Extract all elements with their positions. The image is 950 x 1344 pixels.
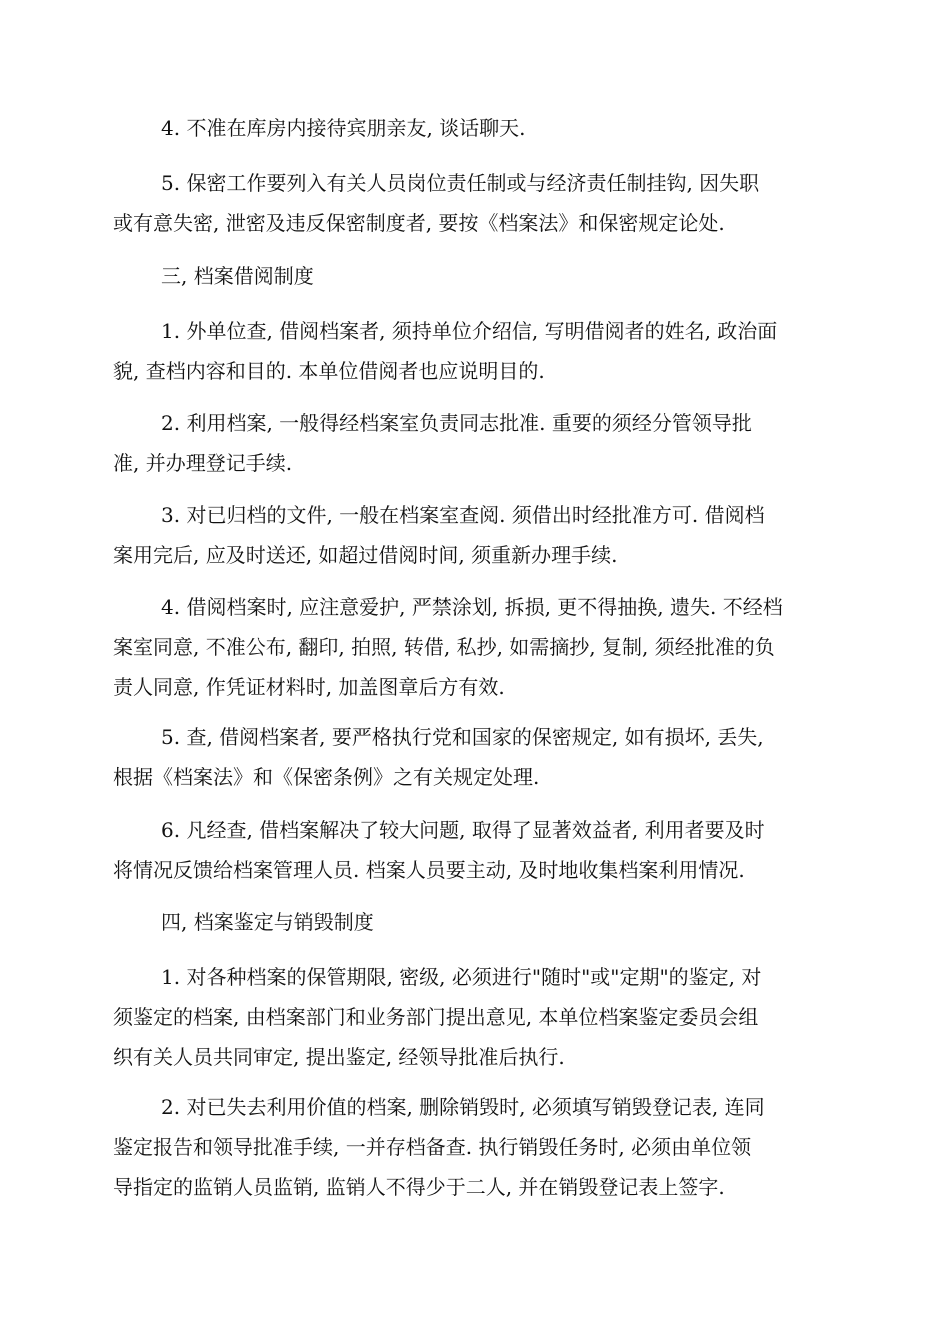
paragraph-line: 须鉴定的档案, 由档案部门和业务部门提出意见, 本单位档案鉴定委员会组 xyxy=(113,1005,759,1029)
paragraph xyxy=(113,403,835,483)
section-heading xyxy=(113,902,835,942)
paragraph xyxy=(113,717,835,797)
paragraph xyxy=(113,163,835,243)
paragraph-line: 貌, 查档内容和目的. 本单位借阅者也应说明目的. xyxy=(113,359,545,383)
paragraph-line: 或有意失密, 泄密及违反保密制度者, 要按《档案法》和保密规定论处. xyxy=(113,211,725,235)
paragraph xyxy=(113,495,835,575)
paragraph-line: 2. 对已失去利用价值的档案, 删除销毁时, 必须填写销毁登记表, 连同 xyxy=(161,1095,765,1119)
section-heading-text: 三, 档案借阅制度 xyxy=(161,264,314,288)
paragraph-line: 1. 外单位查, 借阅档案者, 须持单位介绍信, 写明借阅者的姓名, 政治面 xyxy=(161,319,778,343)
paragraph-line: 准, 并办理登记手续. xyxy=(113,451,293,475)
paragraph-line: 将情况反馈给档案管理人员. 档案人员要主动, 及时地收集档案利用情况. xyxy=(113,858,745,882)
paragraph-line: 织有关人员共同审定, 提出鉴定, 经领导批准后执行. xyxy=(113,1045,565,1069)
paragraph-line: 2. 利用档案, 一般得经档案室负责同志批准. 重要的须经分管领导批 xyxy=(161,411,752,435)
section-heading-text: 四, 档案鉴定与销毁制度 xyxy=(161,910,374,934)
paragraph xyxy=(113,108,835,148)
paragraph xyxy=(113,1087,835,1207)
paragraph xyxy=(113,311,835,391)
paragraph-line: 责人同意, 作凭证材料时, 加盖图章后方有效. xyxy=(113,675,505,699)
paragraph-line: 5. 查, 借阅档案者, 要严格执行党和国家的保密规定, 如有损坏, 丢失, xyxy=(161,725,764,749)
paragraph-line: 案用完后, 应及时送还, 如超过借阅时间, 须重新办理手续. xyxy=(113,543,618,567)
paragraph-line: 3. 对已归档的文件, 一般在档案室查阅. 须借出时经批准方可. 借阅档 xyxy=(161,503,765,527)
paragraph-line: 5. 保密工作要列入有关人员岗位责任制或与经济责任制挂钩, 因失职 xyxy=(161,171,760,195)
paragraph-line: 4. 不准在库房内接待宾朋亲友, 谈话聊天. xyxy=(161,116,526,140)
paragraph xyxy=(113,587,835,707)
paragraph-line: 导指定的监销人员监销, 监销人不得少于二人, 并在销毁登记表上签字. xyxy=(113,1175,725,1199)
paragraph xyxy=(113,810,835,890)
paragraph-line: 案室同意, 不准公布, 翻印, 拍照, 转借, 私抄, 如需摘抄, 复制, 须经批准的负 xyxy=(113,635,775,659)
paragraph-line: 1. 对各种档案的保管期限, 密级, 必须进行"随时"或"定期"的鉴定, 对 xyxy=(161,965,762,989)
paragraph-line: 6. 凡经查, 借档案解决了较大问题, 取得了显著效益者, 利用者要及时 xyxy=(161,818,765,842)
paragraph xyxy=(113,957,835,1077)
paragraph-line: 鉴定报告和领导批准手续, 一并存档备查. 执行销毁任务时, 必须由单位领 xyxy=(113,1135,752,1159)
paragraph-line: 4. 借阅档案时, 应注意爱护, 严禁涂划, 拆损, 更不得抽换, 遗失. 不经档 xyxy=(161,595,783,619)
section-heading xyxy=(113,256,835,296)
paragraph-line: 根据《档案法》和《保密条例》之有关规定处理. xyxy=(113,765,540,789)
